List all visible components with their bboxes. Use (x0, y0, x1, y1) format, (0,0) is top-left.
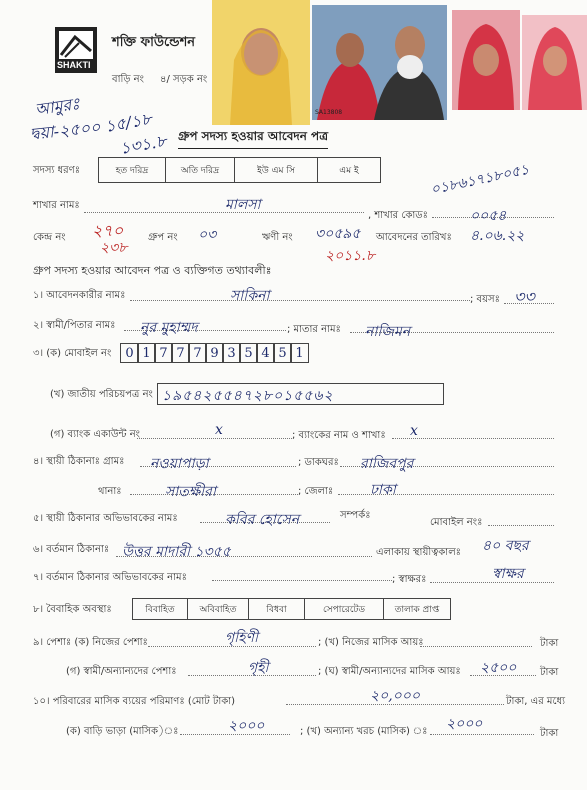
hw-center-no: ২৭০ (92, 221, 124, 240)
hw-loan-no: ৩০৫৯৫ (315, 226, 361, 242)
branch-code-label: , শাখার কোডঃ (368, 210, 428, 221)
hw-side-phone: ০১৮৬১৭১৮০৫১ (429, 161, 531, 199)
mobile-digit-box[interactable]: 5 (239, 343, 258, 363)
group-no-label: গ্রুপ নং (148, 232, 178, 243)
hw-house-rent: ২০০০ (228, 718, 265, 734)
two-persons-photo-icon (312, 5, 447, 120)
form-title: গ্রুপ সদস্য হওয়ার আবেদন পত্র (178, 128, 328, 149)
guardian-mobile-line (488, 525, 554, 526)
loan-no-label: ঋণী নং (262, 232, 293, 243)
post-office-label: ; ডাকঘরঃ (298, 457, 339, 468)
mobile-digit-box[interactable]: 4 (256, 343, 275, 363)
hw-top-note-2: দ্বয়া-২৫০০ (29, 117, 102, 144)
mobile-digit-box[interactable]: 0 (120, 343, 139, 363)
hw-family-expense: ২০,০০০ (370, 688, 420, 704)
applicant-name-line (130, 300, 470, 301)
branch-name-label: শাখার নামঃ (33, 200, 80, 211)
marital-option[interactable]: তালাক প্রাপ্ত (383, 598, 451, 620)
member-type-option[interactable]: ইউ এম সি (234, 157, 318, 183)
permanent-address-label: ৪। স্থায়ী ঠিকানাঃ গ্রামঃ (33, 456, 125, 467)
relation-label: সম্পর্কঃ (340, 510, 371, 521)
hw-top-note-3: ১৫/১৮ (103, 109, 154, 136)
nominee-photo-1 (452, 10, 520, 110)
hw-village: নওয়াপাড়া (150, 456, 209, 472)
hw-loan-no-2: ২০১১.৮ (325, 248, 375, 264)
hw-top-note-1: আমুরঃ (33, 93, 81, 120)
hw-thana: সাতক্ষীরা (165, 484, 216, 500)
marital-option[interactable]: বিবাহিত (132, 598, 188, 620)
marital-option[interactable]: অবিবাহিত (187, 598, 249, 620)
guarantor-photo (312, 5, 447, 120)
mobile-digit-box[interactable]: 7 (188, 343, 207, 363)
bank-account-label: (গ) ব্যাংক একাউন্ট নং (50, 429, 140, 440)
thana-label: থানাঃ (98, 486, 122, 497)
house-rent-label: (ক) বাড়ি ভাড়া (মাসিক)ঃ (66, 726, 179, 737)
own-income-line (420, 646, 532, 647)
hw-post-office: রাজিবপুর (360, 456, 414, 472)
hw-perm-guardian: কবির হোসেন (225, 512, 300, 528)
hw-branch-name: মালসা (225, 197, 261, 213)
hw-mother-name: নাজিমন (365, 324, 411, 340)
signature-label: ; স্বাক্ষরঃ (392, 574, 427, 585)
perm-guardian-label: ৫। স্থায়ী ঠিকানার অভিভাবকের নামঃ (33, 513, 178, 524)
person-photo-icon (212, 0, 310, 125)
mobile-digit-box[interactable]: 5 (273, 343, 292, 363)
hw-group-no: ০৩ (198, 227, 217, 243)
profession-label: ৯। পেশাঃ (ক) নিজের পেশাঃ (33, 637, 148, 648)
house-no-label: বাড়ি নং (112, 74, 144, 85)
mobile-digit-box[interactable]: 9 (205, 343, 224, 363)
logo (55, 27, 97, 73)
mobile-digit-box[interactable]: 1 (137, 343, 156, 363)
org-name: শক্তি ফাউন্ডেশন (112, 35, 196, 50)
hw-nid: ১৯৫৪২৫৫৪৭২৮০১৫৫৬২ (162, 388, 334, 404)
center-no-label: কেন্দ্র নং (33, 232, 66, 243)
area-resident-label: এলাকায় স্থায়ীত্বকালঃ (376, 547, 461, 558)
hw-age: ৩৩ (514, 287, 535, 306)
hw-district: ঢাকা (370, 482, 396, 498)
guardian-mobile-label: মোবাইল নংঃ (430, 517, 483, 528)
hw-other-profession: গৃহী (248, 660, 269, 676)
hw-husband-name: নুর মুহাম্মদ (140, 320, 198, 336)
hw-area-years: ৪০ বছর (482, 538, 529, 554)
other-expense-label: ; (খ) অন্যান্য খরচ (মাসিক) ঃ (300, 726, 428, 737)
section-title: গ্রুপ সদস্য হওয়ার আবেদন পত্র ও ব্যক্তিগত তথ্যাবলীঃ (33, 264, 272, 277)
hw-top-note-4: ১৩১.৮ (118, 131, 168, 158)
member-type-option[interactable]: হত দরিদ্র (98, 157, 166, 183)
bank-name-label: ; ব্যাংকের নাম ও শাখাঃ (292, 430, 386, 441)
member-type-option[interactable]: এম ই (317, 157, 381, 183)
nid-label: (খ) জাতীয় পরিচয়পত্র নং (50, 389, 153, 400)
current-address-label: ৬। বর্তমান ঠিকানাঃ (33, 544, 110, 555)
member-type-option[interactable]: অতি দরিদ্র (165, 157, 235, 183)
family-expense-label: ১০। পরিবারের মাসিক ব্যয়ের পরিমাণঃ (মোট টাকা) (33, 696, 236, 707)
photo-caption: SA13808 (315, 109, 343, 116)
own-income-label: ; (খ) নিজের মাসিক আয়ঃ (318, 637, 424, 648)
mobile-label: ৩। (ক) মোবাইল নং (33, 348, 112, 359)
applicant-photo (212, 0, 310, 125)
taka-label: টাকা (540, 728, 559, 739)
branch-name-line (84, 212, 364, 213)
taka-label: টাকা (540, 667, 559, 678)
apply-date-label: আবেদনের তারিখঃ (376, 232, 452, 243)
hw-other-expense: ২০০০ (446, 716, 483, 732)
district-label: ; জেলাঃ (298, 486, 334, 497)
hw-bank-account: x (215, 422, 223, 438)
hw-other-income: ২৫০০ (480, 660, 517, 676)
mobile-digit-box[interactable]: 1 (290, 343, 309, 363)
logo-text: SHAKTI (57, 60, 91, 70)
hw-apply-date: ৪.০৬.২২ (470, 228, 525, 244)
hw-own-profession: গৃহিণী (225, 630, 259, 646)
hw-center-no-2: ২৩৮ (100, 240, 128, 256)
other-income-label: ; (ঘ) স্বামী/অন্যান্যদের মাসিক আয়ঃ (318, 666, 461, 677)
mobile-digit-box[interactable]: 3 (222, 343, 241, 363)
taka-label: টাকা (540, 638, 559, 649)
marital-option[interactable]: সেপারেটেড (304, 598, 384, 620)
hw-branch-code: ০০৫৪ (470, 208, 507, 224)
other-profession-label: (গ) স্বামী/অন্যান্যদের পেশাঃ (66, 666, 177, 677)
applicant-name-label: ১। আবেদনকারীর নামঃ (33, 290, 126, 301)
member-type-label: সদস্য ধরণঃ (33, 165, 81, 176)
person-photo-icon (452, 10, 520, 110)
mobile-digit-box[interactable]: 7 (171, 343, 190, 363)
marital-label: ৮। বৈবাহিক অবস্থাঃ (33, 604, 112, 615)
marital-option[interactable]: বিধবা (248, 598, 305, 620)
nominee-photo-2 (522, 15, 587, 110)
current-guardian-line (212, 580, 392, 581)
hw-applicant-name: সাকিনা (230, 288, 270, 304)
mobile-digit-box[interactable]: 7 (154, 343, 173, 363)
person-photo-icon (522, 15, 587, 110)
hw-bank-name: x (410, 423, 418, 439)
bank-account-line (137, 438, 292, 439)
road-no-label: ৪/ সড়ক নং (160, 74, 208, 85)
husband-father-label: ২। স্বামী/পিতার নামঃ (33, 320, 116, 331)
age-label: ; বয়সঃ (470, 294, 500, 305)
current-guardian-label: ৭। বর্তমান ঠিকানার অভিভাবকের নামঃ (33, 572, 187, 583)
family-expense-suffix: টাকা, এর মধ্যে (506, 696, 565, 707)
hw-current-address: উত্তর মাদারী ১৩৫৫ (122, 544, 231, 560)
mother-name-label: ; মাতার নামঃ (287, 324, 341, 335)
hw-signature: স্বাক্ষর (492, 566, 524, 582)
